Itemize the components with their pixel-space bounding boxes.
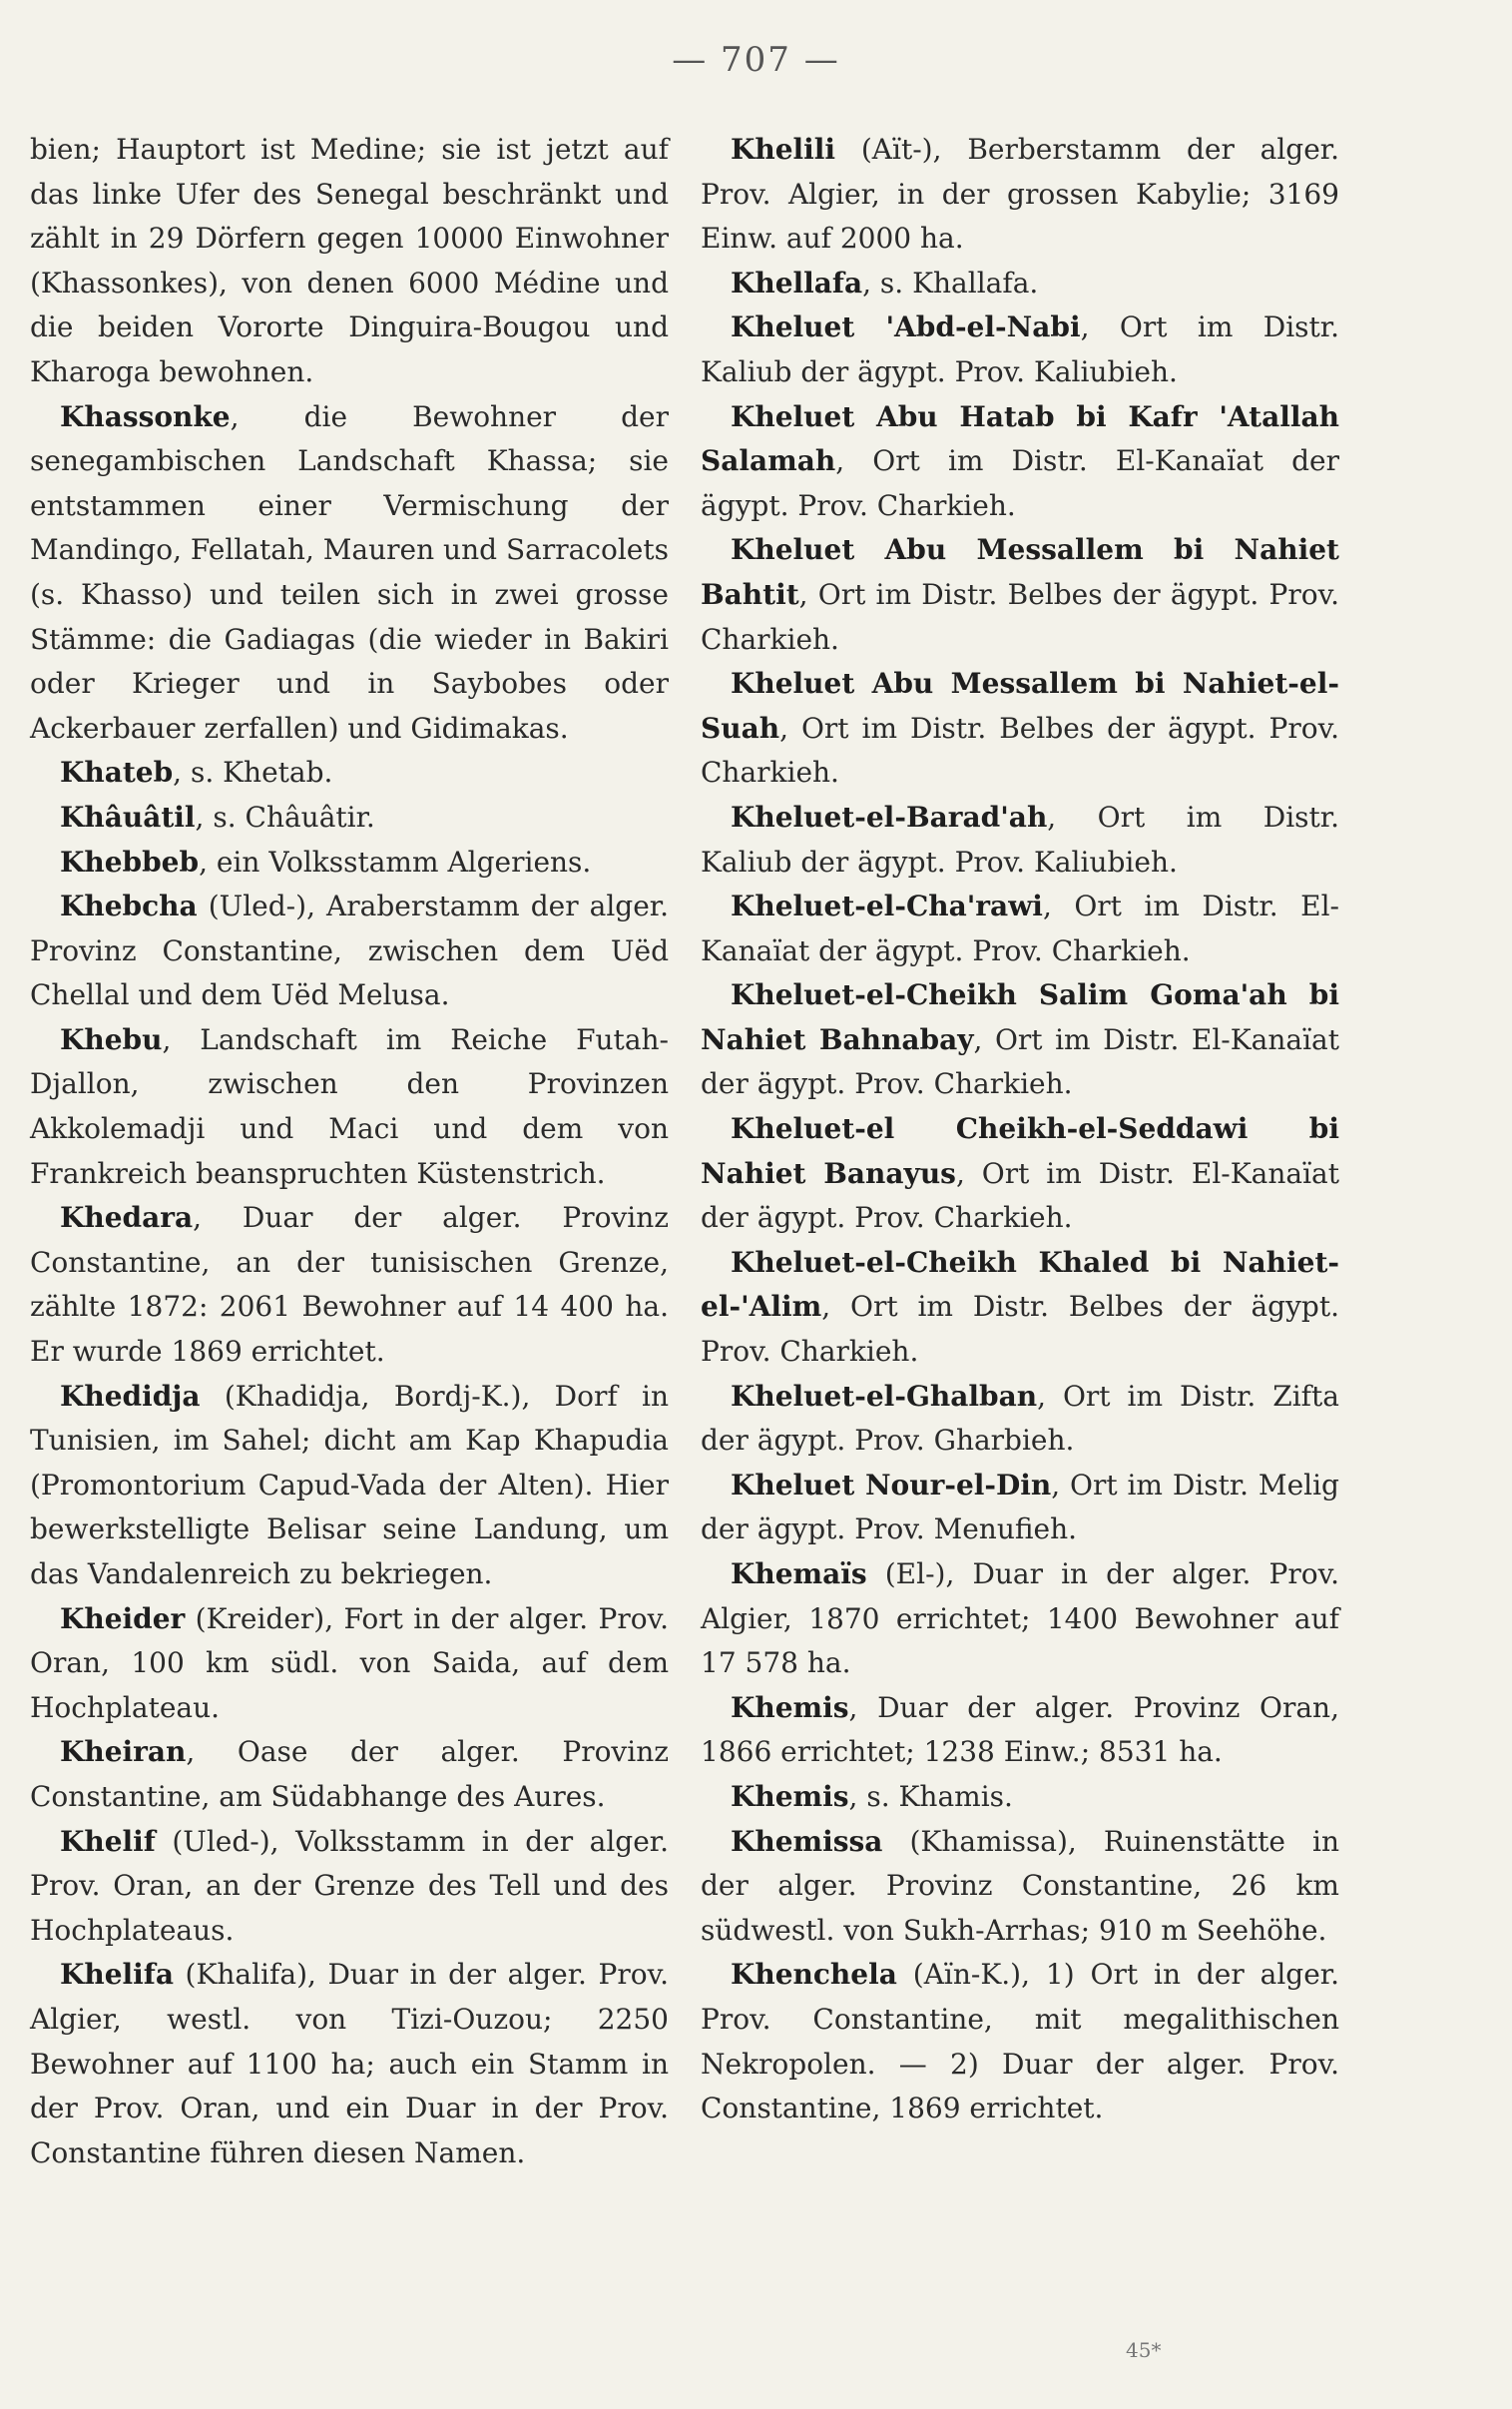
entry-term: Khassonke	[60, 399, 231, 433]
page-number: — 707 —	[672, 40, 840, 80]
entry-term: Khellafa	[731, 266, 863, 300]
dictionary-entry	[30, 1820, 669, 1954]
entry-term: Kheluet-el-Ghalban	[731, 1379, 1038, 1413]
entry-text: , Ort im Distr. Kaliub der ägypt. Prov. Kaliubieh.	[701, 310, 1339, 388]
dictionary-entry	[30, 1597, 669, 1731]
entry-text: (Uled-), Araberstamm der alger. Provinz Constantine, zwischen dem Uëd Chellal und dem Uëd Melusa.	[30, 890, 669, 1012]
entry-text: , s. Khetab.	[173, 756, 333, 790]
entry-term: Khedidja	[60, 1379, 201, 1413]
entry-term: Kheluet-el-Barad'ah	[731, 800, 1048, 834]
dictionary-entry	[701, 662, 1339, 796]
entry-term: Khemissa	[731, 1824, 883, 1858]
dictionary-entry	[701, 885, 1339, 973]
dictionary-entry	[30, 1375, 669, 1597]
entry-term: Kheluet Abu Messallem bi Nahiet Bahtit	[701, 533, 1339, 611]
entry-term: Kheluet-el-Cha'rawi	[731, 890, 1043, 923]
entry-term: Khemis	[731, 1779, 849, 1813]
entry-term: Khemaïs	[731, 1557, 867, 1590]
entry-term: Khebcha	[60, 890, 198, 923]
entry-text: , Duar der alger. Provinz Constantine, an der tunisischen Grenze, zählte 1872: 2061 Bewohner auf 14 400 ha. Er wurde 1869 errichtet.	[30, 1201, 669, 1369]
entry-text: (Uled-), Volksstamm in der alger. Prov. Oran, an der Grenze des Tell und des Hochplateaus.	[30, 1824, 669, 1947]
entry-text: (Khalifa), Duar in der alger. Prov. Algier, westl. von Tizi-Ouzou; 2250 Bewohner auf 1100 ha; auch ein Stamm in der Prov. Oran, und ein Duar in der Prov. Constantine führen diesen Namen.	[30, 1958, 669, 2169]
entry-text: (Aïn-K.), 1) Ort in der alger. Prov. Constantine, mit megalithischen Nekropolen. — 2) Duar der alger. Prov. Constantine, 1869 errichtet.	[701, 1958, 1339, 2125]
dictionary-entry	[30, 128, 669, 395]
entry-term: Kheluet-el-Cheikh Khaled bi Nahiet-el-'Alim	[701, 1245, 1339, 1324]
entry-text: , Ort im Distr. El-Kanaïat der ägypt. Prov. Charkieh.	[701, 444, 1339, 522]
entry-term: Kheluet-el-Cheikh Salim Goma'ah bi Nahiet Bahnabay	[701, 978, 1339, 1056]
dictionary-entry	[30, 841, 669, 886]
entry-text: , Ort im Distr. Kaliub der ägypt. Prov. Kaliubieh.	[701, 800, 1339, 879]
entry-term: Kheider	[60, 1601, 186, 1635]
entry-term: Khedara	[60, 1201, 194, 1235]
entry-term: Kheluet Abu Hatab bi Kafr 'Atallah Salamah	[701, 399, 1339, 478]
entry-text: , ein Volksstamm Algeriens.	[199, 845, 592, 879]
entry-term: Khelifa	[60, 1958, 174, 1992]
dictionary-entry	[701, 262, 1339, 306]
dictionary-entry	[701, 1464, 1339, 1552]
entry-term: Khelif	[60, 1824, 156, 1858]
entry-text: , s. Khamis.	[848, 1779, 1013, 1813]
entry-term: Kheiran	[60, 1735, 187, 1769]
entry-text: , Ort im Distr. Zifta der ägypt. Prov. Gharbieh.	[701, 1379, 1339, 1458]
right-column	[701, 128, 1339, 2131]
entry-text: , Ort im Distr. El-Kanaïat der ägypt. Prov. Charkieh.	[701, 890, 1339, 967]
entry-text: , die Bewohner der senegambischen Landschaft Khassa; sie entstammen einer Vermischung der Mandingo, Fellatah, Mauren und Sarracolets (s. Khasso) und teilen sich in zwei grosse Stämme: die Gadiagas (die wieder in Bakiri oder Krieger und in Saybobes oder Ackerbauer zerfallen) und Gidimakas.	[30, 399, 669, 745]
dictionary-entry	[701, 1107, 1339, 1241]
entry-text: , s. Châuâtir.	[195, 800, 375, 834]
dictionary-entry	[701, 305, 1339, 394]
dictionary-entry	[30, 1730, 669, 1819]
dictionary-entry	[30, 796, 669, 841]
entry-term: Khâuâtil	[60, 800, 196, 834]
dictionary-entry	[30, 1953, 669, 2175]
entry-text: , Ort im Distr. Belbes der ägypt. Prov. Charkieh.	[701, 1290, 1339, 1369]
entry-text: , Ort im Distr. El-Kanaïat der ägypt. Prov. Charkieh.	[701, 1156, 1339, 1235]
entry-term: Khemis	[731, 1690, 849, 1724]
dictionary-entry	[701, 1686, 1339, 1775]
entry-term: Khenchela	[731, 1958, 897, 1992]
entry-term: Khateb	[60, 756, 174, 790]
dictionary-entry	[701, 1375, 1339, 1464]
entry-text: (Kreider), Fort in der alger. Prov. Oran, 100 km südl. von Saida, auf dem Hochplateau.	[30, 1601, 669, 1724]
dictionary-entry	[30, 395, 669, 752]
entry-text: (El-), Duar in der alger. Prov. Algier, 1870 errichtet; 1400 Bewohner auf 17 578 ha.	[701, 1557, 1339, 1680]
entry-text: (Khamissa), Ruinenstätte in der alger. Provinz Constantine, 26 km südwestl. von Sukh-Arrhas; 910 m Seehöhe.	[701, 1824, 1339, 1947]
dictionary-entry	[701, 1953, 1339, 2130]
entry-term: Kheluet Nour-el-Din	[731, 1468, 1052, 1502]
entry-text: , Landschaft im Reiche Futah-Djallon, zwischen den Provinzen Akkolemadji und Maci und dem von Frankreich beanspruchten Küstenstrich.	[30, 1022, 669, 1190]
dictionary-entry	[701, 1552, 1339, 1686]
entry-text: , Ort im Distr. El-Kanaïat der ägypt. Prov. Charkieh.	[701, 1022, 1339, 1101]
dictionary-entry	[30, 751, 669, 796]
dictionary-entry	[701, 395, 1339, 529]
entry-text: , Ort im Distr. Belbes der ägypt. Prov. Charkieh.	[701, 711, 1339, 790]
dictionary-entry	[701, 973, 1339, 1107]
entry-text: , Duar der alger. Provinz Oran, 1866 errichtet; 1238 Einw.; 8531 ha.	[701, 1690, 1339, 1769]
dictionary-entry	[30, 1196, 669, 1374]
dictionary-entry	[701, 1775, 1339, 1820]
dictionary-entry	[701, 128, 1339, 262]
dictionary-entry	[701, 796, 1339, 885]
entry-term: Kheluet 'Abd-el-Nabi	[731, 310, 1081, 344]
entry-term: Khebbeb	[60, 845, 200, 879]
dictionary-entry	[30, 885, 669, 1018]
entry-text: bien; Hauptort ist Medine; sie ist jetzt auf das linke Ufer des Senegal beschränkt und zählt in 29 Dörfern gegen 10000 Einwohner (Khassonkes), von denen 6000 Médine und die beiden Vororte Dinguira-Bougou und Kharoga bewohnen.	[30, 133, 669, 388]
dictionary-entry	[30, 1018, 669, 1196]
entry-term: Khebu	[60, 1022, 163, 1056]
dictionary-entry	[701, 1820, 1339, 1954]
entry-text: , Ort im Distr. Melig der ägypt. Prov. Menufieh.	[701, 1468, 1339, 1546]
dictionary-entry	[701, 528, 1339, 662]
dictionary-entry	[701, 1241, 1339, 1375]
entry-text: , Oase der alger. Provinz Constantine, am Südabhange des Aures.	[30, 1735, 669, 1813]
entry-text: (Aït-), Berberstamm der alger. Prov. Algier, in der grossen Kabylie; 3169 Einw. auf 2000 ha.	[701, 133, 1339, 256]
entry-term: Kheluet-el Cheikh-el-Seddawi bi Nahiet Banayus	[701, 1112, 1339, 1190]
entry-text: , Ort im Distr. Belbes der ägypt. Prov. Charkieh.	[701, 577, 1339, 656]
entry-text: (Khadidja, Bordj-K.), Dorf in Tunisien, im Sahel; dicht am Kap Khapudia (Promontorium Capud-Vada der Alten). Hier bewerkstelligte Belisar seine Landung, um das Vandalenreich zu bekriegen.	[30, 1379, 669, 1590]
entry-text: , s. Khallafa.	[862, 266, 1039, 300]
signature-mark: 45*	[1126, 2338, 1162, 2362]
entry-term: Khelili	[731, 133, 836, 166]
entry-term: Kheluet Abu Messallem bi Nahiet-el-Suah	[701, 667, 1339, 745]
left-column	[30, 128, 669, 2175]
